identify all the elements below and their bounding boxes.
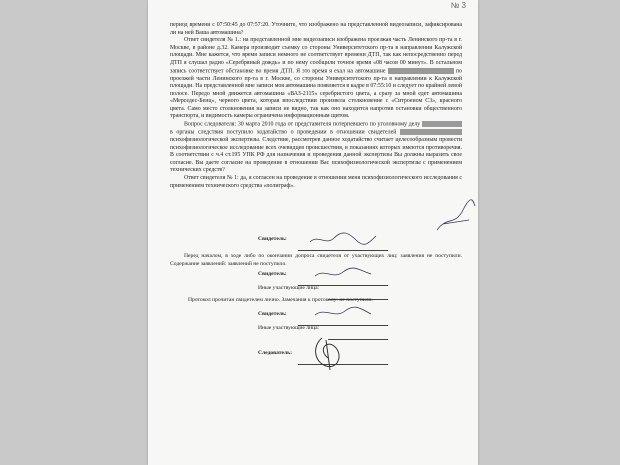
witness-label: Свидетель: [258,236,287,242]
investigator-label: Следователь: [258,350,292,356]
question-paragraph-2 [170,121,462,175]
witness-label: Свидетель: [258,271,287,277]
question-2-part-c: психофизиологической экспертизы. Следствие, рассмотрев данное ходатайство считает целесообразным провести психофизиологическое исследование всех очевидцев происшествия, в показаниях которых имеются противоречия. В соответствии с ч.4 ст.195 УПК РФ для назначения и проведения данной экспертизы Вы должны выразить свое согласие. Вы даете согласие на проведение в отношении Вас психофизиологической экспертизы с применением технических средств? [170,136,462,174]
statements-note: Перед началом, в ходе либо по окончании допроса свидетеля от участвующих лиц: заявления не поступили. Содержание заявлений: заявлений не поступило. [170,253,462,267]
question-2-part-b: в органы следствия поступило ходатайство о проведении в отношении свидетелей [170,129,397,136]
answer-paragraph-2: Ответ свидетеля № 1: да, я согласен на проведение в отношении меня психофизиологического исследования с применением технического средства «полиграф». [170,174,462,189]
redacted-block [422,121,462,127]
witness-label: Свидетель: [258,311,287,317]
handwritten-signature [313,266,373,282]
handwritten-signature [433,196,478,236]
investigator-signature [308,336,348,372]
others-label: Иные участвующие лица: [258,285,320,291]
signature-line [298,250,388,251]
redacted-block [400,129,462,135]
redacted-block [388,68,454,74]
protocol-read-note: Протокол прочитан свидетелем лично. Замечания к протоколу: не поступили. [188,297,373,303]
handwritten-signature [308,230,378,248]
handwritten-signature [313,305,373,321]
answer-1-part-a: Ответ свидетеля № 1.: на представленной мне видеозаписи изображена проезжая часть Ленинского пр-та в г. Москве, в районе д.32. Камера производит съемку со стороны Университетского пр-та в направлении Калужской площади. Мне кажется, что время записи немного не соответствует времени ДТП, так как непосредственно перед ДТП я слушал радио «Серебряный дождь» и по нему сообщили точное время «08 часов 00 минут». В остальном запись соответствует обстановке во время ДТП. Я это время я ехал на автомашине [170,37,462,74]
document-page [148,0,478,465]
protocol-body [170,22,462,190]
answer-1-part-b: по проезжей части Ленинского пр-та в г. Москве, со стороны Университетского пр-та в направлении к Калужской площади. На представленной мне записи моя автомашина появляется в кадре в 07:55:10 и следует по крайней левой полосе. Передо мной движется автомашина «ВАЗ-2115» серебристого цвета, а сразу за мной едет автомашина «Мерседес-Бенц», черного цвета, которая впоследствии произвела столкновение с «Ситроеном С3», красного цвета. Само место столкновения на записи не видно, так как оно находится напротив остановки общественного транспорта, и видимость камеры ограничена информационным щитом. [170,67,462,120]
question-paragraph-1: период времени с 07:50:45 до 07:57:20. Уточните, что изображено на представленной видеозаписи, зафиксирована ли на ней Ваша автомашина? [170,22,462,36]
question-2-part-a: Вопрос следователя: 30 марта 2010 года от представителя потерпевшего по уголовному делу [184,121,421,128]
answer-paragraph-1 [170,37,462,121]
others-label: Иные участвующие лица: [258,325,320,331]
page-number: № 3 [450,1,466,10]
